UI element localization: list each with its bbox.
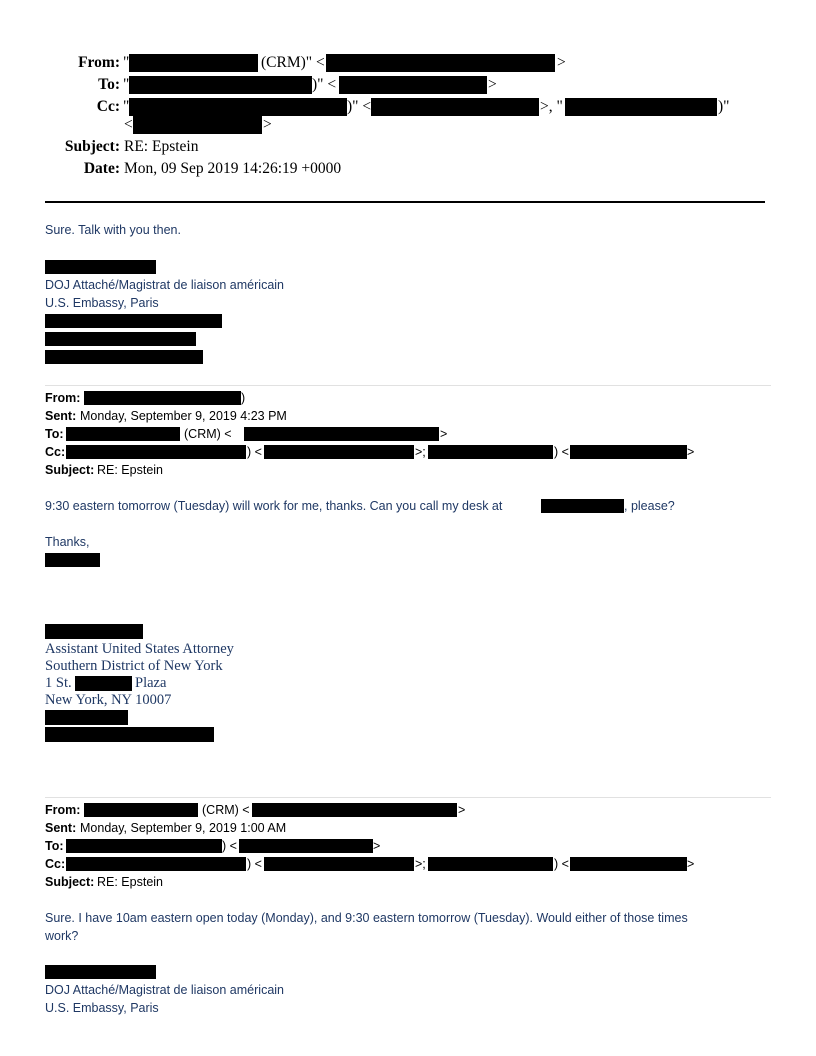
msg2-cc-c: ) <	[554, 445, 569, 459]
redaction-box	[541, 499, 624, 513]
msg3-sent-label: Sent:	[45, 821, 77, 835]
signature-title: DOJ Attaché/Magistrat de liaison américain	[45, 983, 284, 997]
cc-sep: >, "	[540, 98, 563, 115]
redaction-box	[45, 314, 222, 328]
address-street-pre: 1 St.	[45, 675, 72, 691]
cc-end: )"	[718, 98, 730, 115]
msg2-body-end: , please?	[624, 499, 675, 513]
redaction-box	[84, 391, 241, 405]
to-quote: "	[123, 76, 130, 93]
msg3-from-label: From:	[45, 803, 81, 817]
to-mid: )" <	[312, 76, 337, 93]
redaction-box	[66, 839, 222, 853]
redaction-box	[75, 676, 132, 691]
from-quote: "	[123, 54, 130, 71]
msg3-cc-a: ) <	[247, 857, 262, 871]
redaction-box	[570, 445, 687, 459]
redaction-box	[129, 98, 347, 116]
cc-gt: >	[263, 116, 272, 133]
signature-org: U.S. Embassy, Paris	[45, 1001, 159, 1015]
msg2-to-label: To:	[45, 427, 64, 441]
msg3-subject-label: Subject:	[45, 875, 95, 889]
subject-value: RE: Epstein	[124, 138, 199, 155]
msg3-to-a: ) <	[222, 839, 237, 853]
redaction-box	[45, 624, 143, 639]
redaction-box	[66, 427, 180, 441]
redaction-box	[264, 857, 414, 871]
msg3-cc-b: >;	[415, 857, 426, 871]
redaction-box	[45, 260, 156, 274]
msg3-cc-d: >	[687, 857, 695, 871]
msg3-sent-value: Monday, September 9, 2019 1:00 AM	[80, 821, 287, 835]
msg3-subject-value: RE: Epstein	[97, 875, 164, 889]
redaction-box	[339, 76, 487, 94]
msg2-subject-label: Subject:	[45, 463, 95, 477]
msg3-cc-label: Cc:	[45, 857, 66, 871]
district-name: Southern District of New York	[45, 658, 223, 674]
signature-title: DOJ Attaché/Magistrat de liaison américain	[45, 278, 284, 292]
address-city: New York, NY 10007	[45, 692, 172, 708]
from-label: From:	[78, 54, 120, 71]
redaction-box	[45, 710, 128, 725]
redaction-box	[570, 857, 687, 871]
redaction-box	[371, 98, 539, 116]
msg3-from-end: >	[458, 803, 466, 817]
msg3-cc-c: ) <	[554, 857, 569, 871]
redaction-box	[45, 350, 203, 364]
redaction-box	[84, 803, 198, 817]
redaction-box	[326, 54, 555, 72]
redaction-box	[45, 553, 100, 567]
redaction-box	[45, 965, 156, 979]
cc-lt: <	[124, 116, 133, 133]
msg2-body-text: 9:30 eastern tomorrow (Tuesday) will work for me, thanks. Can you call my desk at	[45, 499, 503, 513]
msg2-cc-d: >	[687, 445, 695, 459]
msg3-to-b: >	[373, 839, 381, 853]
msg2-from-label: From:	[45, 391, 81, 405]
redaction-box	[428, 445, 553, 459]
redaction-box	[45, 727, 214, 742]
redaction-box	[66, 857, 246, 871]
aus-attorney-title: Assistant United States Attorney	[45, 641, 234, 657]
msg2-to-end: >	[440, 427, 448, 441]
to-end: >	[488, 76, 497, 93]
redaction-box	[428, 857, 553, 871]
msg2-subject-value: RE: Epstein	[97, 463, 164, 477]
msg3-from-mid: (CRM) <	[202, 803, 250, 817]
signature-org: U.S. Embassy, Paris	[45, 296, 159, 310]
msg2-cc-label: Cc:	[45, 445, 66, 459]
address-street-post: Plaza	[135, 675, 167, 691]
redaction-box	[133, 116, 262, 134]
msg2-thanks: Thanks,	[45, 535, 90, 549]
msg2-sent-label: Sent:	[45, 409, 77, 423]
from-crm-text: (CRM)" <	[261, 54, 325, 71]
cc-quote: "	[123, 98, 130, 115]
redaction-box	[244, 427, 439, 441]
reply-1-body: Sure. Talk with you then.	[45, 223, 181, 237]
redaction-box	[252, 803, 457, 817]
msg3-body-line2: work?	[45, 929, 79, 943]
msg3-to-label: To:	[45, 839, 64, 853]
subject-label: Subject:	[64, 138, 120, 155]
cc-label: Cc:	[96, 98, 120, 115]
redaction-box	[129, 76, 312, 94]
header-divider	[45, 201, 765, 203]
redaction-box	[264, 445, 414, 459]
msg3-body-line1: Sure. I have 10am eastern open today (Monday), and 9:30 eastern tomorrow (Tuesday). Would either of those times	[45, 911, 688, 925]
to-label: To:	[98, 76, 120, 93]
msg2-to-mid: (CRM) <	[184, 427, 232, 441]
redaction-box	[129, 54, 258, 72]
msg2-sent-value: Monday, September 9, 2019 4:23 PM	[80, 409, 287, 423]
msg2-cc-a: ) <	[247, 445, 262, 459]
from-end: >	[557, 54, 566, 71]
redaction-box	[565, 98, 717, 116]
message-divider	[45, 797, 771, 798]
msg2-cc-b: >;	[415, 445, 426, 459]
redaction-box	[45, 332, 196, 346]
date-label: Date:	[83, 160, 120, 177]
redaction-box	[239, 839, 373, 853]
date-value: Mon, 09 Sep 2019 14:26:19 +0000	[124, 160, 342, 177]
cc-mid: )" <	[347, 98, 372, 115]
msg2-from-end: )	[241, 391, 246, 405]
message-divider	[45, 385, 771, 386]
redaction-box	[66, 445, 246, 459]
